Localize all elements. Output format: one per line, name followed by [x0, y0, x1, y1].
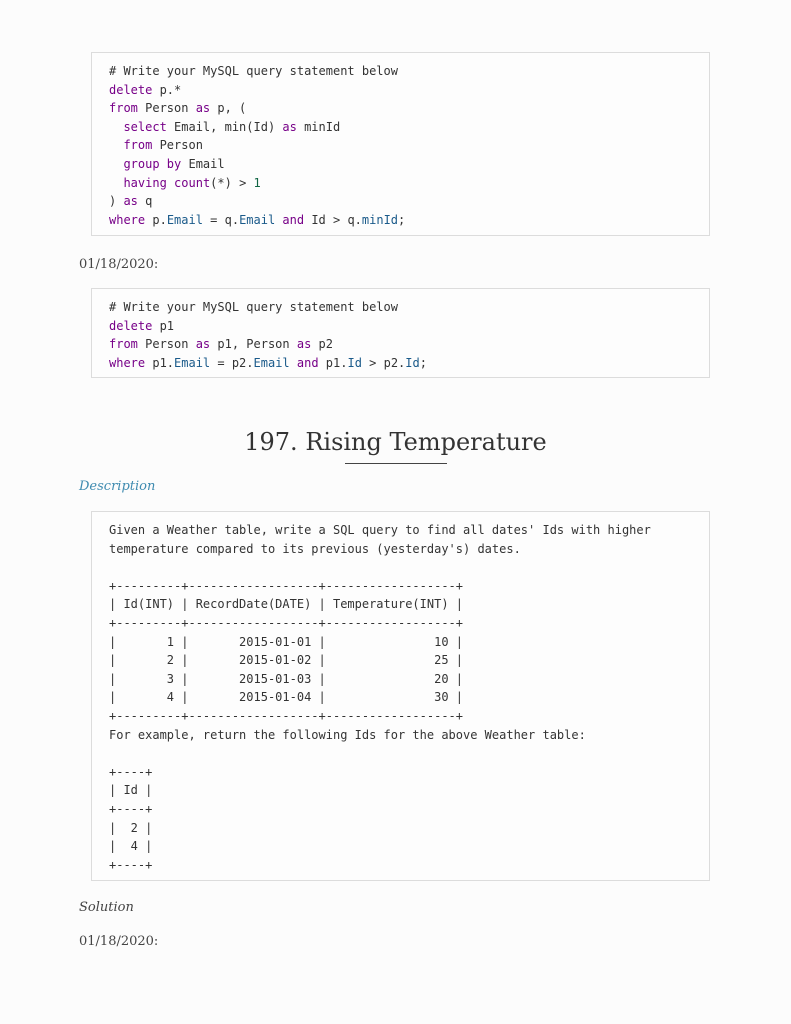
- code-line: [109, 354, 709, 373]
- section-title: 197. Rising Temperature: [244, 428, 547, 456]
- code-token: minId: [361, 212, 399, 227]
- description-line: +---------+------------------+------------------+: [109, 708, 464, 723]
- code-line: [109, 118, 709, 137]
- code-line: [109, 317, 709, 336]
- date-label: 01/18/2020:: [79, 257, 159, 272]
- code-line: [109, 335, 709, 354]
- description-line: | 3 | 2015-01-03 | 20 |: [109, 671, 464, 686]
- code-token: [109, 157, 123, 171]
- code-token: = p2.: [210, 355, 254, 370]
- description-line: | Id(INT) | RecordDate(DATE) | Temperature(INT) |: [109, 597, 464, 612]
- description-line: | 2 |: [109, 820, 153, 835]
- description-line: Given a Weather table, write a SQL query to find all dates' Ids with higher: [109, 523, 651, 537]
- description-line: For example, return the following Ids for the above Weather table:: [109, 727, 586, 742]
- code-line: [109, 211, 709, 230]
- description-line: | 4 |: [109, 839, 153, 854]
- code-token: Person: [152, 138, 203, 153]
- code-token: p2: [311, 337, 333, 352]
- code-token: Id: [347, 355, 362, 370]
- code-token: > p2.: [361, 355, 406, 370]
- solution-label: Solution: [79, 900, 134, 915]
- code-token: where: [109, 355, 146, 370]
- description-block: [91, 511, 710, 881]
- description-line: | 2 | 2015-01-02 | 25 |: [109, 653, 464, 668]
- description-line: +----+: [109, 764, 153, 779]
- code-token: Email: [174, 355, 211, 370]
- code-token: delete: [109, 318, 153, 333]
- code-token: Person: [137, 101, 196, 116]
- code-line: [109, 155, 709, 174]
- code-token: from: [123, 138, 153, 153]
- description-line: [109, 558, 709, 577]
- code-token: [109, 176, 123, 190]
- code-token: group by: [123, 156, 182, 171]
- code-token: ;: [398, 212, 406, 227]
- code-token: from: [109, 101, 138, 116]
- code-line: [109, 81, 709, 100]
- code-token: # Write your MySQL query statement below: [109, 300, 398, 314]
- code-line: [109, 192, 709, 211]
- code-token: as: [123, 194, 138, 209]
- code-token: Email: [166, 212, 203, 227]
- code-token: Id: [405, 355, 420, 370]
- code-token: (*) >: [210, 175, 254, 190]
- code-token: ;: [419, 355, 427, 370]
- code-token: delete: [109, 82, 153, 97]
- description-line: | Id |: [109, 783, 153, 798]
- date-label: 01/18/2020:: [79, 934, 159, 949]
- code-token: p.*: [152, 82, 182, 97]
- code-token: ): [109, 194, 124, 209]
- code-line: [109, 174, 709, 193]
- code-line: [109, 136, 709, 155]
- code-token: as: [296, 337, 312, 352]
- code-token: Email: [253, 355, 290, 370]
- description-line: | 1 | 2015-01-01 | 10 |: [109, 634, 464, 649]
- code-token: and: [296, 355, 319, 370]
- code-line: [109, 298, 709, 317]
- code-token: from: [109, 337, 138, 352]
- code-block-1: [91, 52, 710, 236]
- description-line: +---------+------------------+------------------+: [109, 615, 464, 630]
- code-token: p1.: [318, 355, 348, 370]
- code-token: p, (: [210, 101, 247, 116]
- code-token: q: [137, 194, 153, 209]
- code-token: p1: [152, 318, 175, 333]
- code-line: [109, 99, 709, 118]
- code-token: Person: [137, 337, 196, 352]
- code-token: and: [282, 212, 305, 227]
- code-token: p1, Person: [210, 337, 297, 352]
- code-token: Email: [181, 156, 225, 171]
- code-token: p1.: [145, 355, 175, 370]
- code-token: Email: [239, 212, 276, 227]
- code-token: minId: [296, 119, 341, 134]
- code-token: p.: [145, 212, 167, 227]
- code-token: as: [195, 337, 211, 352]
- title-underline: [345, 463, 447, 464]
- code-token: # Write your MySQL query statement below: [109, 64, 398, 78]
- code-token: [109, 120, 123, 134]
- code-token: having: [123, 175, 167, 190]
- description-label: Description: [79, 479, 156, 494]
- code-token: [290, 356, 297, 370]
- code-token: Email, min(Id): [166, 119, 283, 134]
- description-line: [109, 744, 709, 763]
- code-token: as: [195, 101, 211, 116]
- description-line: +---------+------------------+------------------+: [109, 578, 464, 593]
- code-token: = q.: [202, 212, 240, 227]
- code-token: Id > q.: [304, 212, 362, 227]
- description-line: +----+: [109, 857, 153, 872]
- code-block-2: [91, 288, 710, 378]
- description-line: | 4 | 2015-01-04 | 30 |: [109, 690, 464, 705]
- code-token: where: [109, 212, 146, 227]
- description-line: +----+: [109, 801, 153, 816]
- code-token: 1: [253, 175, 261, 190]
- code-token: [167, 176, 174, 190]
- code-token: count: [174, 175, 211, 190]
- code-token: as: [282, 119, 297, 134]
- code-line: [109, 62, 709, 81]
- code-token: select: [123, 119, 167, 134]
- description-line: temperature compared to its previous (yesterday's) dates.: [109, 541, 521, 556]
- code-token: [109, 138, 123, 152]
